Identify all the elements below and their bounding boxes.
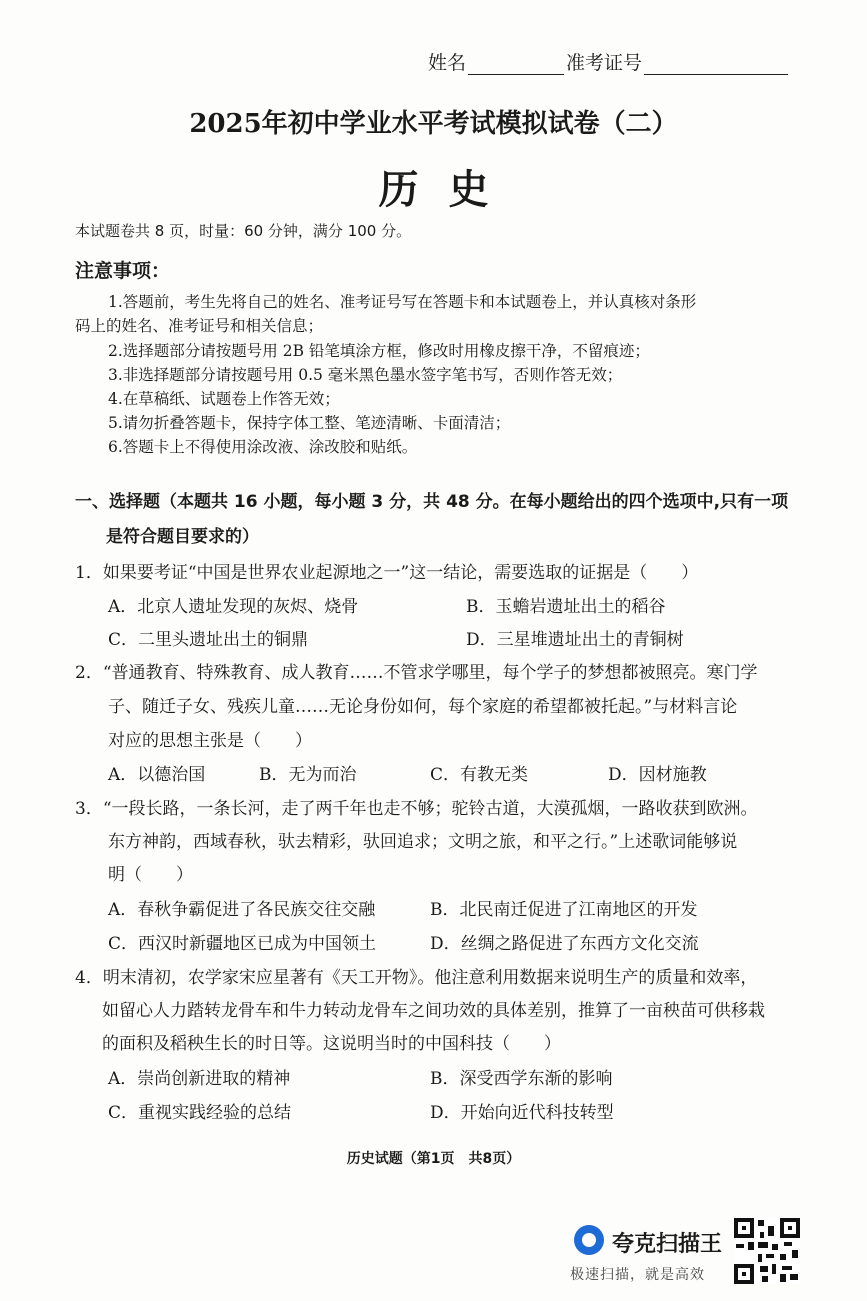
qr-code-icon [734,1218,800,1284]
question-3-option-c: C．西汉时新疆地区已成为中国领土 [108,934,377,954]
scanner-slogan: 极速扫描，就是高效 [570,1267,705,1283]
question-2-option-d: D．因材施教 [608,765,707,785]
note-line: 3.非选择题部分请按题号用 0.5 毫米黑色墨水签字笔书写，否则作答无效； [108,366,623,384]
question-3-option-a: A．春秋争霸促进了各民族交往交融 [108,900,376,920]
scanner-brand: 夸克扫描王 [612,1232,723,1257]
question-4-stem-cont: 如留心人力踏转龙骨车和牛力转动龙骨车之间功效的具体差别，推算了一亩秧苗可供移栽 [102,1001,765,1021]
name-blank [468,54,564,75]
question-1-stem: 1．如果要考证“中国是世界农业起源地之一”这一结论，需要选取的证据是（ ） [75,563,699,583]
question-2-option-c: C．有教无类 [430,765,529,785]
question-2-option-a: A．以德治国 [108,765,206,785]
question-4-option-d: D．开始向近代科技转型 [430,1103,614,1123]
exam-intro: 本试题卷共 8 页，时量：60 分钟，满分 100 分。 [75,222,412,240]
question-4-stem-cont: 的面积及稻秧生长的时日等。这说明当时的中国科技（ ） [102,1034,561,1054]
question-3-option-b: B．北民南迁促进了江南地区的开发 [430,900,698,920]
note-line: 1.答题前，考生先将自己的姓名、准考证号写在答题卡和本试题卷上，并认真核对条形 [108,293,697,311]
question-1-option-d: D．三星堆遗址出土的青铜树 [466,630,684,650]
candidate-info-row [428,48,790,75]
section-heading-cont: 是符合题目要求的） [106,527,259,547]
question-4-option-a: A．崇尚创新进取的精神 [108,1069,291,1089]
name-label: 姓名 [428,52,467,74]
question-4-option-b: B．深受西学东渐的影响 [430,1069,613,1089]
question-1-option-c: C．二里头遗址出土的铜鼎 [108,630,309,650]
question-3-option-d: D．丝绸之路促进了东西方文化交流 [430,934,699,954]
question-1-option-b: B．玉蟾岩遗址出土的稻谷 [466,597,666,617]
page-footer: 历史试题（第1页 共8页） [346,1151,521,1167]
exam-title: 2025年初中学业水平考试模拟试卷（二） [189,109,678,139]
question-2-stem-cont: 对应的思想主张是（ ） [108,731,312,751]
notes-heading: 注意事项： [75,260,171,282]
question-2-stem-cont: 子、随迁子女、残疾儿童……无论身份如何，每个家庭的希望都被托起。”与材料言论 [108,697,738,717]
note-line: 2.选择题部分请按题号用 2B 铅笔填涂方框，修改时用橡皮擦干净，不留痕迹； [108,342,650,360]
section-heading: 一、选择题（本题共 16 小题，每小题 3 分，共 48 分。在每小题给出的四个选项中,只有一项 [75,492,789,512]
question-1-option-a: A．北京人遗址发现的灰烬、烧骨 [108,597,359,617]
note-line: 5.请勿折叠答题卡，保持字体工整、笔迹清晰、卡面清洁； [108,414,511,432]
question-3-stem-cont: 明（ ） [108,865,193,885]
question-3-stem: 3．“一段长路，一条长河，走了两千年也走不够；驼铃古道，大漠孤烟，一路收获到欧洲。 [75,799,758,819]
question-4-option-c: C．重视实践经验的总结 [108,1103,292,1123]
note-line: 码上的姓名、准考证号和相关信息； [75,317,324,335]
exam-id-blank [644,54,788,75]
note-line: 4.在草稿纸、试题卷上作答无效； [108,390,340,408]
note-line: 6.答题卡上不得使用涂改液、涂改胶和贴纸。 [108,438,418,456]
question-2-option-b: B．无为而治 [259,765,357,785]
subject-title: 历史 [378,166,519,213]
question-2-stem: 2．“普通教育、特殊教育、成人教育……不管求学哪里，每个学子的梦想都被照亮。寒门学 [75,663,758,683]
exam-id-label: 准考证号 [566,52,643,74]
question-4-stem: 4．明末清初，农学家宋应星著有《天工开物》。他注意利用数据来说明生产的质量和效率， [75,968,758,988]
question-3-stem-cont: 东方神韵，西域春秋，驮去精彩，驮回追求；文明之旅，和平之行。”上述歌词能够说 [108,832,738,852]
